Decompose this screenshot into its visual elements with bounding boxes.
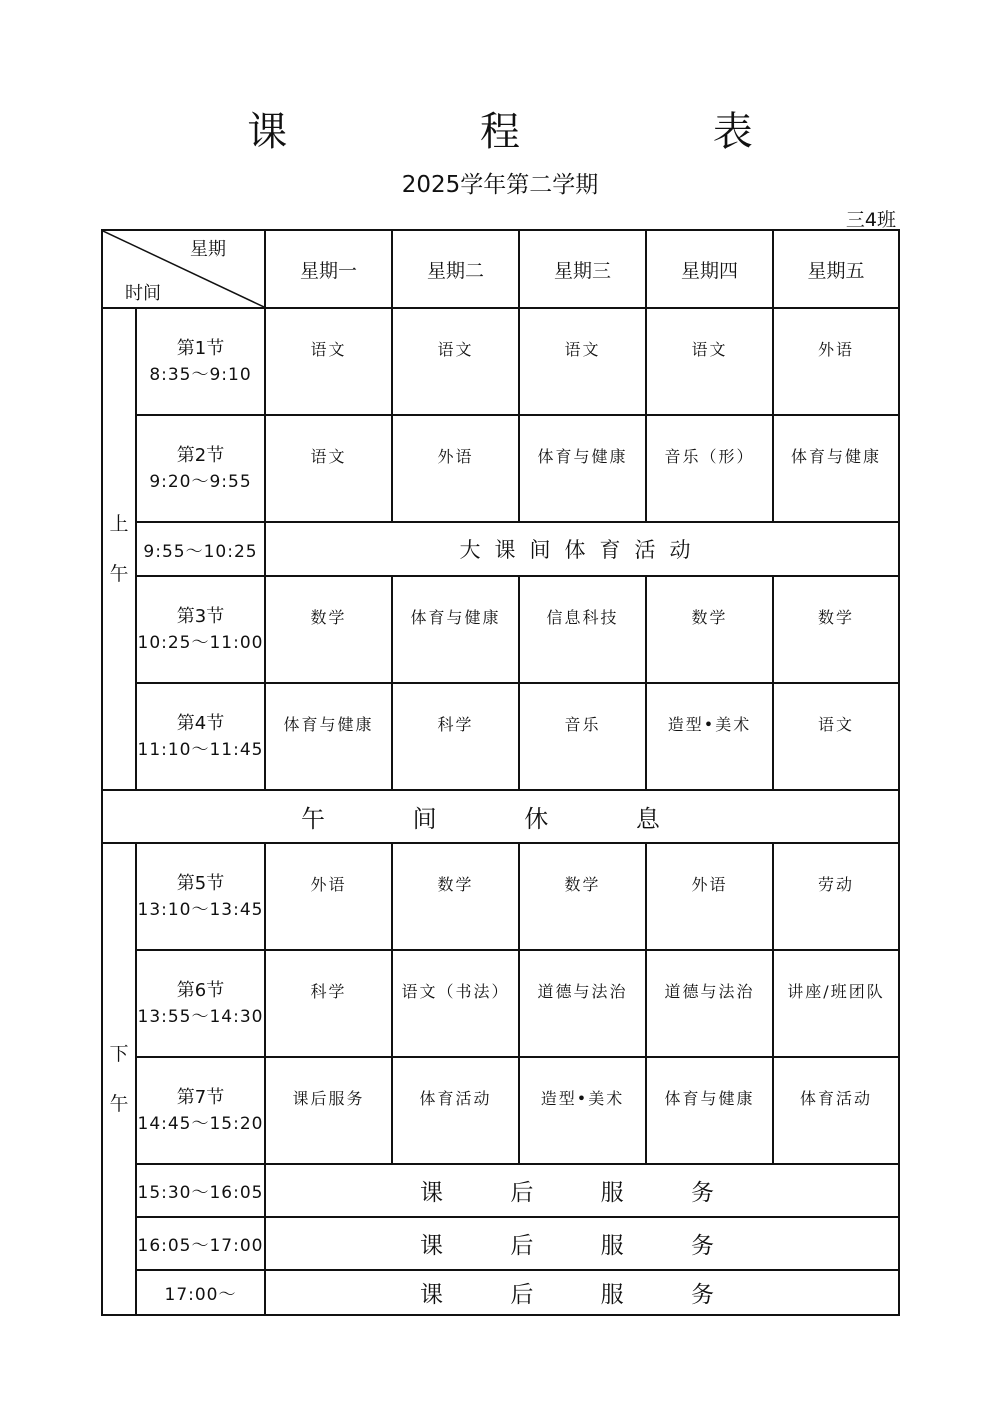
subject-cell: 科学 <box>265 950 392 1057</box>
after-school-label: 课 后 服 务 <box>265 1164 899 1217</box>
subject-cell: 造型•美术 <box>646 683 773 790</box>
period-time: 13:55～14:30 <box>137 1006 264 1027</box>
period-time: 14:45～15:20 <box>137 1113 264 1134</box>
period-row-1 <box>102 308 899 415</box>
period-row-7 <box>102 1057 899 1164</box>
period-name: 第5节 <box>176 872 225 894</box>
diag-label-weekday: 星期 <box>190 239 226 260</box>
subject-cell: 体育活动 <box>773 1057 899 1164</box>
period-row-2 <box>102 415 899 522</box>
period-time: 11:10～11:45 <box>137 739 264 760</box>
period-time: 9:20～9:55 <box>149 471 252 492</box>
class-name: 三4班 <box>845 209 896 231</box>
subject-cell: 音乐（形） <box>646 415 773 522</box>
big-break-row <box>102 522 899 576</box>
period-cell <box>136 950 265 1057</box>
subject-cell: 语文 <box>646 308 773 415</box>
day-header-tue: 星期二 <box>392 230 519 308</box>
period-row-3 <box>102 576 899 683</box>
afternoon-label <box>102 843 136 1315</box>
subject-cell: 语文 <box>265 415 392 522</box>
after-school-time: 16:05～17:00 <box>136 1217 265 1270</box>
period-cell <box>136 308 265 415</box>
subject-cell: 语文 <box>392 308 519 415</box>
lunch-row <box>102 790 899 843</box>
day-header-thu: 星期四 <box>646 230 773 308</box>
subject-cell: 外语 <box>392 415 519 522</box>
period-row-6 <box>102 950 899 1057</box>
subject-cell: 数学 <box>773 576 899 683</box>
diag-label-time: 时间 <box>125 283 161 304</box>
subject-cell: 数学 <box>392 843 519 950</box>
subject-cell: 外语 <box>265 843 392 950</box>
after-school-row <box>102 1270 899 1315</box>
subject-cell: 音乐 <box>519 683 646 790</box>
subject-cell: 讲座/班团队 <box>773 950 899 1057</box>
afternoon-label-char-1: 下 <box>109 1043 129 1065</box>
after-school-row <box>102 1217 899 1270</box>
big-break-time: 9:55～10:25 <box>136 522 265 576</box>
subject-cell: 数学 <box>519 843 646 950</box>
morning-label-char-2: 午 <box>109 563 129 585</box>
after-school-time: 17:00～ <box>136 1270 265 1315</box>
period-name: 第3节 <box>176 605 225 627</box>
after-school-label: 课 后 服 务 <box>265 1270 899 1315</box>
subject-cell: 体育与健康 <box>519 415 646 522</box>
period-cell <box>136 843 265 950</box>
big-break-label: 大课间体育活动 <box>265 522 899 576</box>
timetable <box>101 229 900 1316</box>
period-cell <box>136 415 265 522</box>
lunch-label: 午 间 休 息 <box>102 790 899 843</box>
period-name: 第4节 <box>176 712 225 734</box>
morning-label-char-1: 上 <box>109 513 129 535</box>
page-title: 课 程 表 <box>247 109 843 155</box>
period-name: 第6节 <box>176 979 225 1001</box>
subject-cell: 数学 <box>646 576 773 683</box>
after-school-row <box>102 1164 899 1217</box>
subject-cell: 数学 <box>265 576 392 683</box>
period-row-4 <box>102 683 899 790</box>
after-school-label: 课 后 服 务 <box>265 1217 899 1270</box>
subject-cell: 体育与健康 <box>773 415 899 522</box>
subject-cell: 造型•美术 <box>519 1057 646 1164</box>
period-cell <box>136 576 265 683</box>
diagonal-header-cell <box>102 230 265 308</box>
subject-cell: 体育与健康 <box>392 576 519 683</box>
day-header-mon: 星期一 <box>265 230 392 308</box>
period-name: 第2节 <box>176 444 225 466</box>
subject-cell: 外语 <box>646 843 773 950</box>
subject-cell: 语文 <box>519 308 646 415</box>
period-cell <box>136 683 265 790</box>
period-time: 10:25～11:00 <box>137 632 264 653</box>
after-school-time: 15:30～16:05 <box>136 1164 265 1217</box>
semester-subtitle: 2025学年第二学期 <box>401 172 599 198</box>
subject-cell: 道德与法治 <box>519 950 646 1057</box>
header-row <box>102 230 899 308</box>
period-time: 13:10～13:45 <box>137 899 264 920</box>
period-name: 第7节 <box>176 1086 225 1108</box>
subject-cell: 体育与健康 <box>265 683 392 790</box>
subject-cell: 体育活动 <box>392 1057 519 1164</box>
subject-cell: 语文 <box>265 308 392 415</box>
subject-cell: 道德与法治 <box>646 950 773 1057</box>
day-header-fri: 星期五 <box>773 230 899 308</box>
afternoon-label-char-2: 午 <box>109 1093 129 1115</box>
subject-cell: 信息科技 <box>519 576 646 683</box>
subject-cell: 科学 <box>392 683 519 790</box>
day-header-wed: 星期三 <box>519 230 646 308</box>
subject-cell: 课后服务 <box>265 1057 392 1164</box>
subject-cell: 外语 <box>773 308 899 415</box>
subject-cell: 体育与健康 <box>646 1057 773 1164</box>
subject-cell: 语文 <box>773 683 899 790</box>
period-cell <box>136 1057 265 1164</box>
subject-cell: 语文（书法） <box>392 950 519 1057</box>
period-row-5 <box>102 843 899 950</box>
period-name: 第1节 <box>176 337 225 359</box>
morning-label <box>102 308 136 790</box>
subject-cell: 劳动 <box>773 843 899 950</box>
period-time: 8:35～9:10 <box>149 364 252 385</box>
